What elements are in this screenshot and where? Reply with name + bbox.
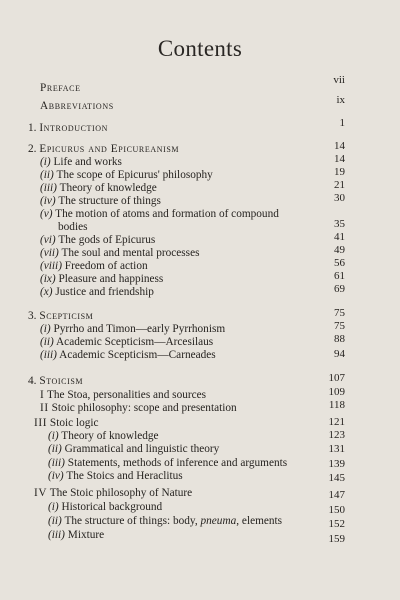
toc-entry: (iv) The Stoics and Heraclitus xyxy=(48,470,183,482)
toc-entry: IV The Stoic philosophy of Nature xyxy=(34,487,193,499)
toc-entry: (iii) Mixture xyxy=(48,529,105,541)
toc-entry: (ii) Academic Scepticism—Arcesilaus xyxy=(40,336,214,348)
toc-entry: (i) Historical background xyxy=(48,501,163,513)
toc-chapter-4 xyxy=(28,375,83,388)
toc-page-number: 69 xyxy=(334,283,345,295)
toc-entry: (iii) Statements, methods of inference and arguments xyxy=(48,457,288,469)
chapter-title: Scepticism xyxy=(39,310,94,322)
toc-chapter-2 xyxy=(28,143,179,156)
toc-chapter-1 xyxy=(28,122,108,135)
toc-page-number: 121 xyxy=(328,416,345,428)
toc-page-number: 21 xyxy=(334,179,345,191)
toc-page-number: 107 xyxy=(328,372,345,384)
toc-page-number: 94 xyxy=(334,348,345,360)
toc-preface: Preface xyxy=(40,82,81,94)
chapter-number: 3. xyxy=(28,310,37,322)
toc-entry: II Stoic philosophy: scope and presentation xyxy=(40,402,237,414)
toc-page-number: 123 xyxy=(328,429,345,441)
toc-page-number: 41 xyxy=(334,231,345,243)
toc-page-number: ix xyxy=(336,94,345,106)
toc-entry: (v) The motion of atoms and formation of compound xyxy=(40,208,279,220)
toc-entry: (iii) Academic Scepticism—Carneades xyxy=(40,349,216,361)
toc-entry: (ii) Grammatical and linguistic theory xyxy=(48,443,220,455)
toc-page-number: 109 xyxy=(328,386,345,398)
toc-entry: (i) Theory of knowledge xyxy=(48,430,159,442)
toc-page-number: 49 xyxy=(334,244,345,256)
toc-page-number: 139 xyxy=(328,458,345,470)
toc-page-number: vii xyxy=(333,74,345,86)
toc-entry: (i) Pyrrho and Timon—early Pyrrhonism xyxy=(40,323,226,335)
toc-page-number: 118 xyxy=(328,399,345,411)
toc-page-number: 131 xyxy=(328,443,345,455)
toc-page-number: 14 xyxy=(334,140,345,152)
toc-page-number: 14 xyxy=(334,153,345,165)
toc-page-number: 150 xyxy=(328,504,345,516)
toc-entry: (ix) Pleasure and happiness xyxy=(40,273,164,285)
toc-page-number: 75 xyxy=(334,320,345,332)
chapter-title: Introduction xyxy=(39,122,109,134)
toc-page-number: 1 xyxy=(339,117,345,129)
toc-page-number: 35 xyxy=(334,218,345,230)
toc-page-number: 56 xyxy=(334,257,345,269)
toc-page-number: 19 xyxy=(334,166,345,178)
toc-entry: III Stoic logic xyxy=(34,417,99,429)
toc-page-number: 30 xyxy=(334,192,345,204)
toc-entry: (i) Life and works xyxy=(40,156,122,168)
page-title: Contents xyxy=(157,36,243,61)
toc-abbreviations: Abbreviations xyxy=(40,100,114,112)
toc-chapter-3 xyxy=(28,310,93,323)
toc-entry: (ii) The scope of Epicurus' philosophy xyxy=(40,169,213,181)
toc-entry: (iii) Theory of knowledge xyxy=(40,182,157,194)
chapter-number: 1. xyxy=(28,122,37,134)
toc-entry: (viii) Freedom of action xyxy=(40,260,148,272)
toc-page-number: 147 xyxy=(328,489,345,501)
toc-entry: (x) Justice and friendship xyxy=(40,286,154,298)
toc-entry: (vii) The soul and mental processes xyxy=(40,247,200,259)
toc-page-number: 159 xyxy=(328,533,345,545)
chapter-number: 2. xyxy=(28,143,37,155)
toc-entry-continuation: bodies xyxy=(58,221,88,233)
toc-page-number: 75 xyxy=(334,307,345,319)
chapter-title: Epicurus and Epicureanism xyxy=(39,143,180,155)
toc-page-number: 88 xyxy=(334,333,345,345)
toc-page-number: 152 xyxy=(328,518,345,530)
toc-entry: (iv) The structure of things xyxy=(40,195,161,207)
chapter-number: 4. xyxy=(28,375,37,387)
chapter-title: Stoicism xyxy=(39,375,84,387)
toc-entry: (ii) The structure of things: body, pneuma, elements xyxy=(48,515,283,527)
toc-entry: (vi) The gods of Epicurus xyxy=(40,234,156,246)
toc-page-number: 145 xyxy=(328,472,345,484)
toc-entry: I The Stoa, personalities and sources xyxy=(40,389,207,401)
toc-page-number: 61 xyxy=(334,270,345,282)
